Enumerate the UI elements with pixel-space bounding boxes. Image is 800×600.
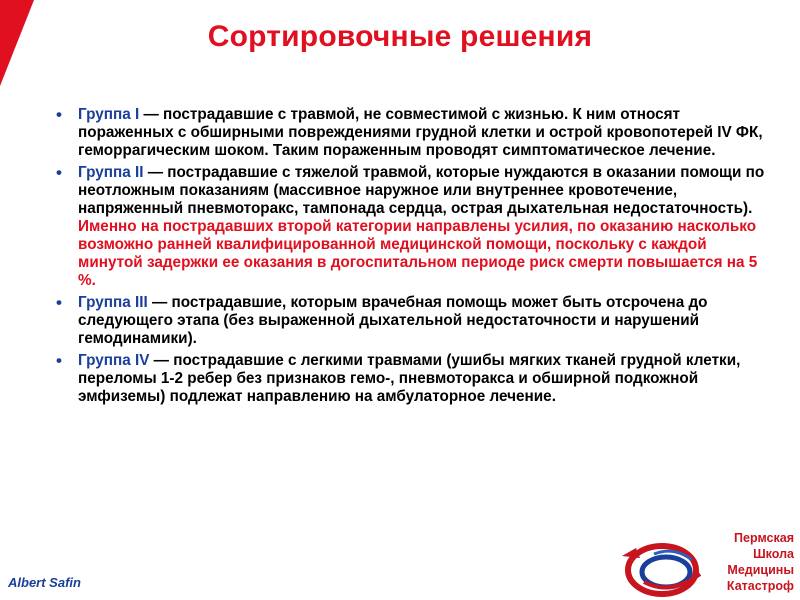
bullet-list (56, 106, 768, 410)
logo-emblem-icon (614, 526, 734, 600)
logo-line: Катастроф (726, 579, 794, 593)
school-logo (614, 526, 800, 600)
logo-line: Медицины (727, 563, 794, 577)
logo-text (727, 530, 794, 594)
group-label: Группа IV (78, 352, 150, 369)
list-item-group-1 (56, 106, 768, 160)
list-item-group-4 (56, 352, 768, 406)
group-label: Группа II (78, 164, 144, 181)
group-description: — пострадавшие с травмой, не совместимой с жизнью. К ним относят пораженных с обширными повреждениями грудной клетки и острой кровопотерей IV ФК, геморрагическим шоком. Таким пораженным проводят симптоматическое лечение. (78, 106, 763, 159)
highlight-text: Именно на пострадавших второй категории направлены усилия, по оказанию насколько возможно ранней квалифицированной медицинской помощи, поскольку с каждой минутой задержки ее оказания в догоспитальном периоде риск смерти повышается на 5 %. (78, 218, 758, 289)
page-title: Сортировочные решения (207, 20, 593, 53)
list-item-group-2 (56, 164, 768, 290)
group-description: — пострадавшие с легкими травмами (ушибы мягких тканей грудной клетки, переломы 1-2 ребер без признаков гемо-, пневмоторакса и обширной подкожной эмфиземы) подлежат направлению на амбулаторное лечение. (78, 352, 741, 405)
group-description: — пострадавшие с тяжелой травмой, которые нуждаются в оказании помощи по неотложным показаниям (массивное наружное или внутреннее кровотечение, напряженный пневмоторакс, тампонада сердца, острая дыхательная недостаточность). (78, 164, 765, 217)
logo-line: Школа (753, 547, 794, 561)
group-description: — пострадавшие, которым врачебная помощь может быть отсрочена до следующего этапа (без выраженной дыхательной недостаточности и нарушений гемодинамики). (78, 294, 708, 347)
author-name: Albert Safin (8, 575, 81, 590)
group-label: Группа I (78, 106, 140, 123)
list-item-group-3 (56, 294, 768, 348)
logo-line: Пермская (734, 531, 794, 545)
group-label: Группа III (78, 294, 148, 311)
